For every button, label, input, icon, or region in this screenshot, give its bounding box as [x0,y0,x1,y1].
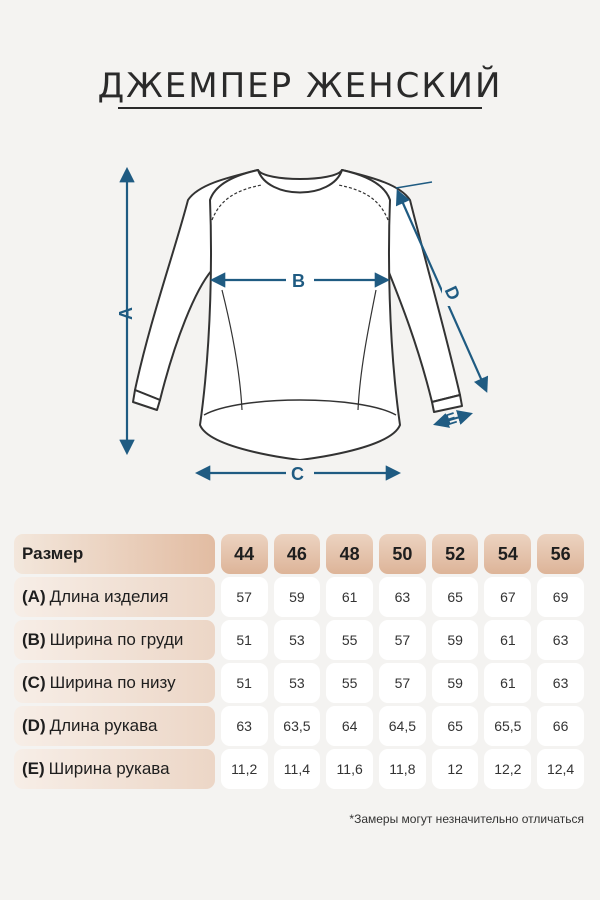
table-cell: 59 [274,577,321,617]
table-cell: 64 [326,706,373,746]
table-cell: 65 [432,706,479,746]
table-cell: 57 [221,577,268,617]
header-size: 56 [537,534,584,574]
row-code: (B) [22,630,46,649]
size-table [14,534,590,792]
label-a: A [116,307,136,320]
table-cell: 63,5 [274,706,321,746]
title-underline [118,107,482,109]
row-label [14,749,215,789]
table-header-row [14,534,590,574]
table-cell: 57 [379,620,426,660]
row-name: Ширина рукава [48,759,170,778]
table-cell: 11,6 [326,749,373,789]
label-e: E [443,409,459,430]
jumper-outline [133,170,462,460]
row-name: Ширина по низу [49,673,176,692]
table-cell: 66 [537,706,584,746]
row-label [14,577,215,617]
table-row [14,577,590,617]
table-cell: 57 [379,663,426,703]
table-cell: 69 [537,577,584,617]
row-label [14,706,215,746]
table-cell: 53 [274,663,321,703]
table-row [14,663,590,703]
table-cell: 63 [379,577,426,617]
table-cell: 64,5 [379,706,426,746]
table-cell: 63 [221,706,268,746]
row-name: Длина рукава [49,716,158,735]
table-cell: 55 [326,663,373,703]
table-cell: 11,4 [274,749,321,789]
table-cell: 61 [326,577,373,617]
row-name: Длина изделия [49,587,169,606]
table-cell: 65,5 [484,706,531,746]
header-size-label: Размер [14,534,215,574]
table-cell: 65 [432,577,479,617]
header-size: 50 [379,534,426,574]
row-code: (D) [22,716,46,735]
table-row [14,706,590,746]
table-cell: 12 [432,749,479,789]
table-cell: 51 [221,620,268,660]
header-size: 52 [432,534,479,574]
table-cell: 61 [484,663,531,703]
row-code: (A) [22,587,46,606]
table-cell: 61 [484,620,531,660]
header-size: 44 [221,534,268,574]
label-d: D [440,282,465,304]
table-row [14,620,590,660]
label-b: B [292,271,305,291]
row-label [14,620,215,660]
row-code: (C) [22,673,46,692]
table-cell: 59 [432,663,479,703]
label-c: C [291,464,304,484]
table-cell: 59 [432,620,479,660]
table-cell: 63 [537,663,584,703]
table-cell: 51 [221,663,268,703]
measurement-note: *Замеры могут незначительно отличаться [349,812,584,826]
header-size: 54 [484,534,531,574]
table-cell: 12,4 [537,749,584,789]
row-code: (E) [22,759,45,778]
garment-diagram [0,140,600,500]
page-title: ДЖЕМПЕР ЖЕНСКИЙ [97,66,503,106]
table-cell: 67 [484,577,531,617]
table-cell: 53 [274,620,321,660]
header-size: 48 [326,534,373,574]
table-row [14,749,590,789]
table-cell: 12,2 [484,749,531,789]
header-size: 46 [274,534,321,574]
table-cell: 11,8 [379,749,426,789]
table-cell: 55 [326,620,373,660]
row-label [14,663,215,703]
row-name: Ширина по груди [49,630,184,649]
table-cell: 63 [537,620,584,660]
table-cell: 11,2 [221,749,268,789]
